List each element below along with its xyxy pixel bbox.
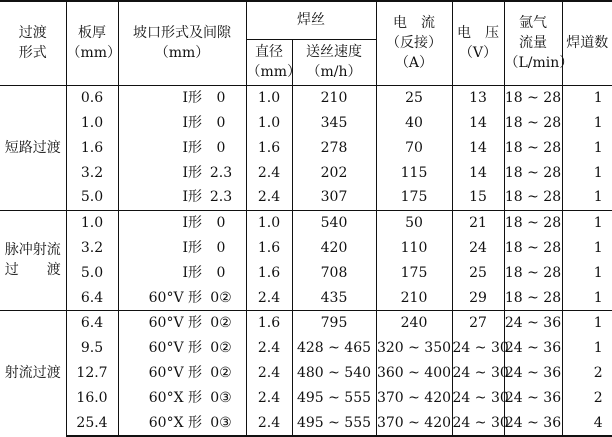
groove-type: 60°V 形 xyxy=(148,365,202,382)
wire-speed-cell: 307 xyxy=(292,185,376,210)
thickness-cell: 6.4 xyxy=(66,285,118,310)
wire-speed-cell: 708 xyxy=(292,260,376,285)
groove-cell xyxy=(118,85,246,110)
wire-speed-cell: 495 ~ 555 xyxy=(292,411,376,436)
thickness-cell: 1.0 xyxy=(66,110,118,135)
argon-flow-cell: 18 ~ 28 xyxy=(504,185,562,210)
wire-speed-cell: 435 xyxy=(292,285,376,310)
voltage-cell: 13 xyxy=(452,85,504,110)
header-mode: 过渡 形式 xyxy=(0,1,66,85)
groove-type: 60°X 形 xyxy=(148,390,202,407)
header-current: 电 流 （反接） （A） xyxy=(376,1,452,85)
argon-flow-cell: 24 ~ 36 xyxy=(504,386,562,411)
passes-cell: 4 xyxy=(562,411,612,436)
passes-cell: 1 xyxy=(593,289,603,306)
groove-cell xyxy=(118,210,246,235)
groove-type: 60°X 形 xyxy=(148,414,202,431)
groove-cell xyxy=(118,135,246,160)
groove-type: I形 xyxy=(182,164,202,181)
groove-gap: 0② xyxy=(210,365,232,382)
groove-gap: 0 xyxy=(216,114,226,131)
wire-diameter-cell: 1.6 xyxy=(246,310,292,335)
groove-type: 60°V 形 xyxy=(148,289,202,306)
thickness-cell: 25.4 xyxy=(66,411,118,436)
wire-diameter-cell: 2.4 xyxy=(246,285,292,310)
wire-diameter-cell: 1.6 xyxy=(246,135,292,160)
groove-type: I形 xyxy=(182,139,202,156)
argon-flow-cell: 18 ~ 28 xyxy=(504,160,562,185)
header-voltage: 电 压 （V） xyxy=(452,1,504,85)
current-cell: 40 xyxy=(376,110,452,135)
voltage-cell: 24 ~ 30 xyxy=(452,335,504,360)
groove-gap: 0② xyxy=(210,315,232,332)
groove-gap: 0 xyxy=(216,89,226,106)
groove-cell xyxy=(118,185,246,210)
thickness-cell: 5.0 xyxy=(66,260,118,285)
argon-flow-cell: 18 ~ 28 xyxy=(504,235,562,260)
voltage-cell: 14 xyxy=(452,135,504,160)
groove-gap: 2.3 xyxy=(209,189,233,206)
table-row xyxy=(0,411,612,436)
header-argon-flow: 氩气 流量 （L/min） xyxy=(504,1,562,85)
thickness-cell: 6.4 xyxy=(66,310,118,335)
wire-diameter-cell: 1.0 xyxy=(246,110,292,135)
voltage-cell: 15 xyxy=(452,185,504,210)
wire-diameter-cell: 2.4 xyxy=(246,411,292,436)
wire-diameter-cell: 1.6 xyxy=(246,260,292,285)
wire-diameter-cell: 1.0 xyxy=(246,85,292,110)
wire-speed-cell: 278 xyxy=(292,135,376,160)
passes-cell: 1 xyxy=(593,264,603,281)
voltage-cell: 21 xyxy=(452,210,504,235)
thickness-cell: 1.6 xyxy=(66,135,118,160)
wire-diameter-cell: 2.4 xyxy=(246,361,292,386)
wire-speed-cell: 420 xyxy=(292,235,376,260)
wire-diameter-cell: 1.0 xyxy=(246,210,292,235)
current-cell: 115 xyxy=(376,160,452,185)
voltage-cell: 24 ~ 30 xyxy=(452,411,504,436)
groove-type: 60°V 形 xyxy=(148,315,202,332)
passes-cell: 1 xyxy=(593,239,603,256)
groove-cell xyxy=(118,235,246,260)
header-wire-speed: 送丝速度 （m/h） xyxy=(292,39,376,85)
argon-flow-cell: 24 ~ 36 xyxy=(504,361,562,386)
groove-type: I形 xyxy=(182,189,202,206)
thickness-cell: 9.5 xyxy=(66,335,118,360)
table-row xyxy=(0,235,612,260)
header-wire-diameter: 直径 （mm） xyxy=(246,39,292,85)
groove-cell xyxy=(118,310,246,335)
table-row xyxy=(0,260,612,285)
thickness-cell: 1.0 xyxy=(66,210,118,235)
passes-cell: 1 xyxy=(593,164,603,181)
transfer-mode-cell: 脉冲射流 过 渡 xyxy=(0,210,66,310)
voltage-cell: 14 xyxy=(452,160,504,185)
header-groove: 坡口形式及间隙 （mm） xyxy=(118,1,246,85)
passes-cell: 1 xyxy=(562,310,612,335)
current-cell: 240 xyxy=(376,310,452,335)
groove-gap: 0 xyxy=(216,264,226,281)
table-body xyxy=(0,85,612,436)
header-wire-group: 焊丝 xyxy=(246,1,376,39)
table-row xyxy=(0,310,612,335)
wire-speed-cell: 795 xyxy=(292,310,376,335)
table-row xyxy=(0,185,612,210)
current-cell: 370 ~ 420 xyxy=(376,411,452,436)
argon-flow-cell: 18 ~ 28 xyxy=(504,110,562,135)
table-row xyxy=(0,160,612,185)
voltage-cell: 24 ~ 30 xyxy=(452,361,504,386)
thickness-cell: 16.0 xyxy=(66,386,118,411)
argon-flow-cell: 18 ~ 28 xyxy=(504,285,562,310)
groove-gap: 2.3 xyxy=(209,164,233,181)
voltage-cell: 24 ~ 30 xyxy=(452,386,504,411)
table-row xyxy=(0,361,612,386)
current-cell: 360 ~ 400 xyxy=(376,361,452,386)
passes-cell: 2 xyxy=(593,365,603,382)
wire-speed-cell: 540 xyxy=(292,210,376,235)
current-cell: 175 xyxy=(376,260,452,285)
groove-type: I形 xyxy=(182,114,202,131)
voltage-cell: 27 xyxy=(452,310,504,335)
current-cell: 370 ~ 420 xyxy=(376,386,452,411)
current-cell: 320 ~ 350 xyxy=(376,335,452,360)
wire-speed-cell: 495 ~ 555 xyxy=(292,386,376,411)
groove-type: I形 xyxy=(182,264,202,281)
argon-flow-cell: 24 ~ 36 xyxy=(504,335,562,360)
argon-flow-cell: 18 ~ 28 xyxy=(504,210,562,235)
current-cell: 50 xyxy=(376,210,452,235)
passes-cell: 1 xyxy=(593,114,603,131)
groove-cell xyxy=(118,260,246,285)
voltage-cell: 24 xyxy=(452,235,504,260)
voltage-cell: 25 xyxy=(452,260,504,285)
argon-flow-cell: 24 ~ 36 xyxy=(504,310,562,335)
argon-flow-cell: 18 ~ 28 xyxy=(504,135,562,160)
groove-type: 60°V 形 xyxy=(148,339,202,356)
passes-cell: 1 xyxy=(593,89,603,106)
groove-cell xyxy=(118,335,246,360)
argon-flow-cell: 18 ~ 28 xyxy=(504,260,562,285)
thickness-cell: 12.7 xyxy=(66,361,118,386)
wire-speed-cell: 345 xyxy=(292,110,376,135)
passes-cell: 1 xyxy=(593,339,603,356)
groove-cell xyxy=(118,411,246,436)
table-row xyxy=(0,335,612,360)
header-passes: 焊道数 xyxy=(562,1,612,85)
table-row xyxy=(0,210,612,235)
groove-cell xyxy=(118,361,246,386)
argon-flow-cell: 24 ~ 36 xyxy=(504,411,562,436)
groove-gap: 0② xyxy=(210,289,232,306)
wire-diameter-cell: 2.4 xyxy=(246,160,292,185)
table-row xyxy=(0,285,612,310)
wire-diameter-cell: 2.4 xyxy=(246,335,292,360)
voltage-cell: 29 xyxy=(452,285,504,310)
groove-cell xyxy=(118,160,246,185)
current-cell: 25 xyxy=(376,85,452,110)
groove-cell xyxy=(118,386,246,411)
groove-cell xyxy=(118,285,246,310)
passes-cell: 1 xyxy=(562,210,612,235)
groove-gap: 0 xyxy=(216,215,226,231)
current-cell: 175 xyxy=(376,185,452,210)
groove-gap: 0 xyxy=(216,239,226,256)
thickness-cell: 0.6 xyxy=(66,85,118,110)
wire-speed-cell: 202 xyxy=(292,160,376,185)
current-cell: 70 xyxy=(376,135,452,160)
transfer-mode-cell: 短路过渡 xyxy=(0,85,66,210)
header-thickness: 板厚 （mm） xyxy=(66,1,118,85)
wire-diameter-cell: 2.4 xyxy=(246,386,292,411)
table-row xyxy=(0,135,612,160)
thickness-cell: 3.2 xyxy=(66,160,118,185)
passes-cell: 1 xyxy=(593,189,603,206)
groove-gap: 0② xyxy=(210,339,232,356)
groove-gap: 0 xyxy=(216,139,226,156)
voltage-cell: 14 xyxy=(452,110,504,135)
groove-type: I形 xyxy=(182,239,202,256)
transfer-mode-cell: 射流过渡 xyxy=(0,310,66,436)
groove-gap: 0③ xyxy=(210,414,232,431)
current-cell: 110 xyxy=(376,235,452,260)
wire-speed-cell: 428 ~ 465 xyxy=(292,335,376,360)
groove-type: I形 xyxy=(182,89,202,106)
thickness-cell: 3.2 xyxy=(66,235,118,260)
passes-cell: 1 xyxy=(593,139,603,156)
groove-type: I形 xyxy=(182,215,202,231)
wire-diameter-cell: 1.6 xyxy=(246,235,292,260)
thickness-cell: 5.0 xyxy=(66,185,118,210)
table-row xyxy=(0,386,612,411)
current-cell: 210 xyxy=(376,285,452,310)
passes-cell: 2 xyxy=(593,390,603,407)
argon-flow-cell: 18 ~ 28 xyxy=(504,85,562,110)
table-row xyxy=(0,110,612,135)
wire-diameter-cell: 2.4 xyxy=(246,185,292,210)
wire-speed-cell: 480 ~ 540 xyxy=(292,361,376,386)
table-row xyxy=(0,85,612,110)
wire-speed-cell: 210 xyxy=(292,85,376,110)
groove-cell xyxy=(118,110,246,135)
groove-gap: 0③ xyxy=(210,390,232,407)
